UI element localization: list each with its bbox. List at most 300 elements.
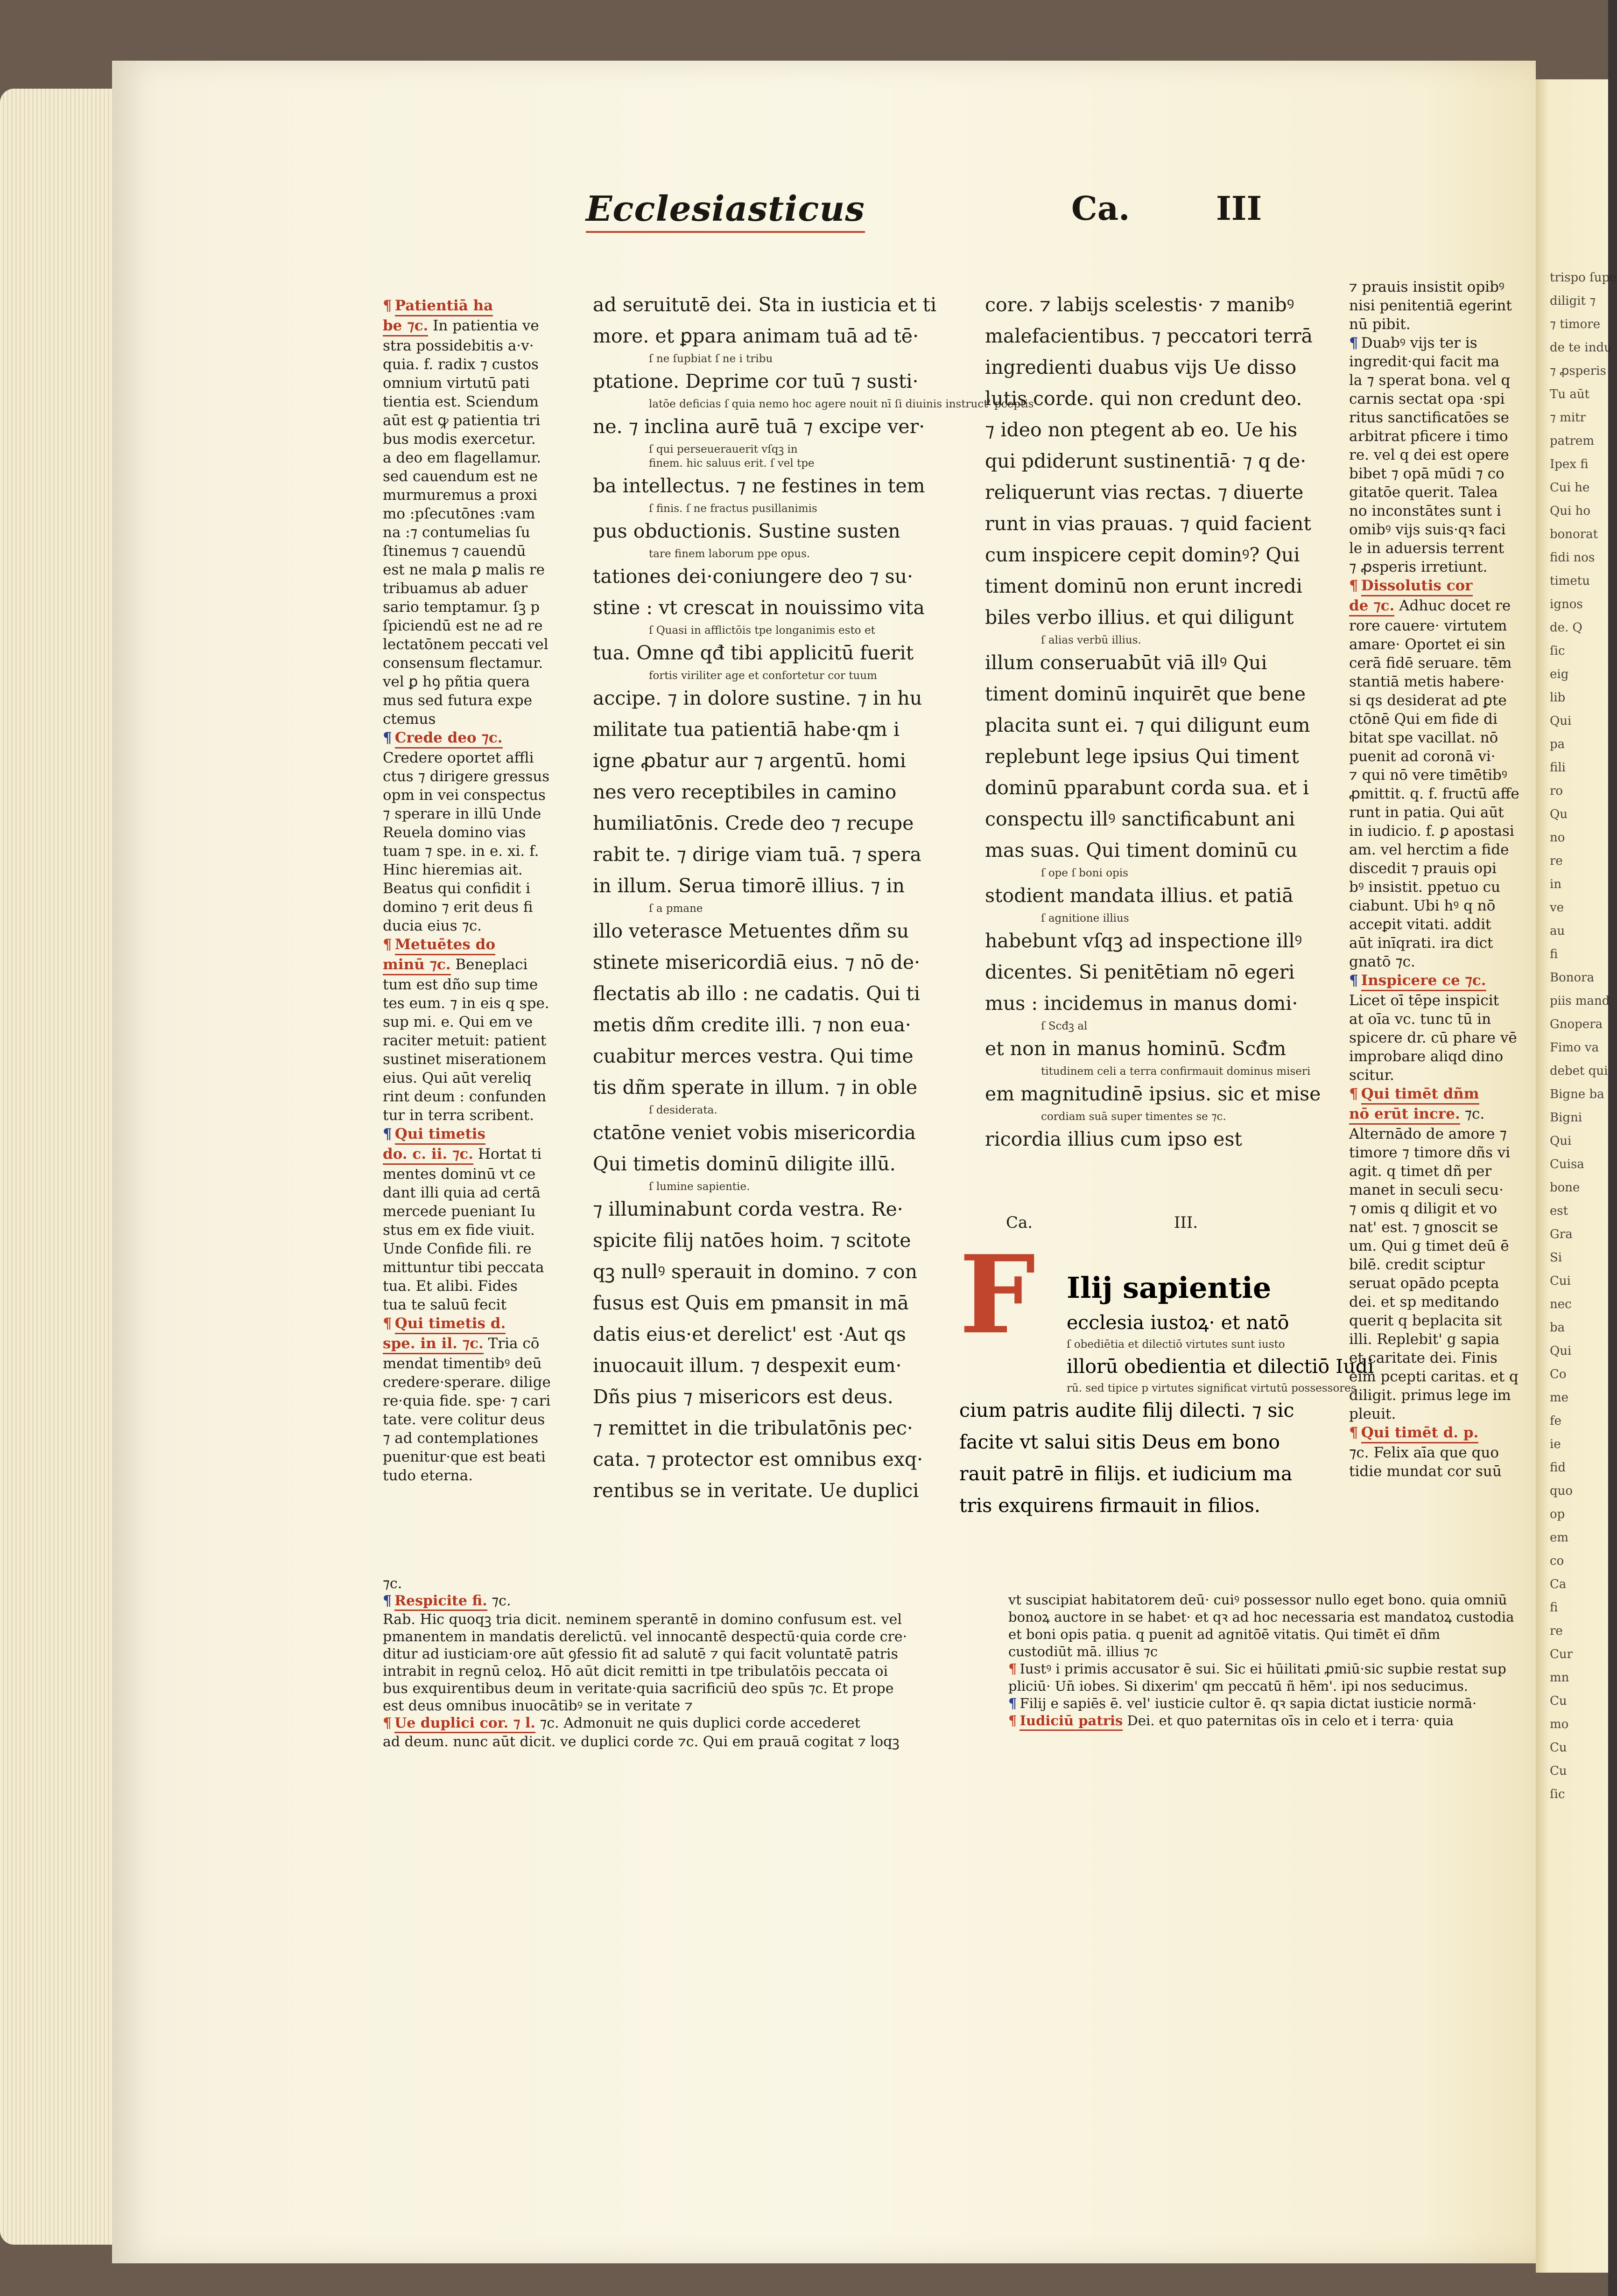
gloss-line bbox=[1349, 1443, 1531, 1462]
gloss-text: agit. q timet dñ per bbox=[1349, 1163, 1492, 1180]
interlinear-gloss: ſ Quasi in afflictōis tpe longanimis esto et bbox=[649, 624, 875, 637]
bottom-gloss-right bbox=[1008, 1591, 1536, 1731]
chapter-text-line: illorū obedientia et dilectiō Iudi bbox=[1067, 1355, 1374, 1378]
gloss-text: pliciū· Un̄ iobes. Si dixerim' qm peccatū ñ hēm'. ipi nos seducimus. bbox=[1008, 1678, 1469, 1694]
gloss-text: Reuela domino vias bbox=[383, 824, 526, 841]
gloss-text: ingredit·qui facit ma bbox=[1349, 353, 1499, 370]
gloss-line bbox=[1349, 1029, 1531, 1047]
gloss-text: rint deum : confunden bbox=[383, 1088, 547, 1105]
gloss-text: bibet ⁊ opā mūdi ⁊ co bbox=[1349, 465, 1505, 482]
gloss-text: am. vel herctim a fide bbox=[1349, 841, 1509, 858]
gloss-line bbox=[1349, 1143, 1531, 1162]
gloss-line bbox=[383, 935, 579, 955]
gloss-line bbox=[1008, 1591, 1536, 1609]
interlinear-gloss: ſ ne ſupbiat ſ ne i tribu bbox=[649, 353, 773, 365]
facing-page-line: em bbox=[1550, 1531, 1569, 1545]
gloss-line bbox=[383, 1697, 943, 1715]
gloss-text: In patientia ve bbox=[428, 317, 539, 334]
gloss-line bbox=[383, 1087, 579, 1106]
gloss-text: credere·sperare. dilige bbox=[383, 1374, 551, 1391]
text-line: biles verbo illius. et qui diligunt bbox=[985, 606, 1294, 629]
text-line: qꝫ nullꝰ sperauit in domino. ⁊ con bbox=[593, 1260, 918, 1283]
gloss-line bbox=[1349, 1311, 1531, 1330]
gloss-line bbox=[383, 1314, 579, 1334]
interlinear-gloss: latōe deficias ſ quia nemo hoc agere nouit nī ſi diuinis instruct' pceptis bbox=[649, 398, 1034, 410]
gloss-line bbox=[383, 710, 579, 728]
chapter-text-line: cium patris audite filij dilecti. ⁊ sic bbox=[959, 1399, 1294, 1421]
gloss-rubric: minū ⁊c. bbox=[383, 955, 451, 975]
gloss-text: ⁊c. Admonuit ne quis duplici corde accederet bbox=[535, 1715, 860, 1731]
gloss-line bbox=[383, 316, 579, 336]
text-line: tationes dei·coniungere deo ⁊ su· bbox=[593, 565, 914, 588]
gloss-text: Rab. Hic quoqꝫ tria dicit. neminem sperantē in domino confusum est. vel bbox=[383, 1611, 902, 1628]
gloss-text: dei. et sp meditando bbox=[1349, 1294, 1499, 1310]
gloss-line bbox=[383, 1165, 579, 1183]
gloss-line bbox=[1349, 728, 1531, 747]
facing-page-line: Bigne ba bbox=[1550, 1087, 1604, 1101]
gloss-text: tuam ⁊ spe. in e. xi. f. bbox=[383, 843, 539, 860]
gloss-line bbox=[383, 411, 579, 430]
gloss-text: tum est dño sup time bbox=[383, 976, 538, 993]
gloss-text: in iudicio. f. ꝑ apostasi bbox=[1349, 823, 1514, 840]
gloss-line bbox=[383, 898, 579, 917]
facing-page-line: ⁊ timore bbox=[1550, 317, 1601, 331]
gloss-line bbox=[1349, 1125, 1531, 1143]
chapter-text-line: facite vt salui sitis Deus em bono bbox=[959, 1431, 1280, 1453]
gloss-text: gitatōe querit. Talea bbox=[1349, 484, 1498, 501]
facing-page-line: timetu bbox=[1550, 574, 1590, 588]
gloss-line bbox=[1349, 616, 1531, 635]
gloss-rubric: de ⁊c. bbox=[1349, 596, 1394, 616]
text-line: ad seruitutē dei. Sta in iusticia et ti bbox=[593, 294, 937, 316]
gloss-text: custodiūt mā. illius ⁊c bbox=[1008, 1644, 1158, 1659]
text-line: et non in manus hominū. Scđm bbox=[985, 1037, 1287, 1060]
gloss-text: et boni opis patia. q puenit ad agnitōē vitatis. Qui timēt eī dñm bbox=[1008, 1626, 1441, 1642]
gloss-text: scitur. bbox=[1349, 1067, 1394, 1084]
facing-page-line: ⁊ ꝓsperis bbox=[1550, 364, 1606, 378]
facing-page-line: Si bbox=[1550, 1251, 1562, 1265]
gloss-rubric: Dissolutis cor bbox=[1361, 576, 1473, 596]
gloss-line bbox=[1349, 934, 1531, 952]
text-line: Qui timetis dominū diligite illū. bbox=[593, 1153, 896, 1175]
facing-page-line: fi bbox=[1550, 947, 1558, 961]
gloss-text: ⁊c. bbox=[487, 1593, 511, 1609]
gloss-text: gnatō ⁊c. bbox=[1349, 953, 1415, 970]
gloss-text: dant illi quia ad certā bbox=[383, 1184, 541, 1201]
gloss-text: no inconstātes sunt i bbox=[1349, 503, 1501, 519]
text-line: runt in vias prauas. ⁊ quid facient bbox=[985, 512, 1311, 535]
facing-page-line: de. Q bbox=[1550, 621, 1582, 635]
interlinear-gloss: ſ obediētia et dilectiō virtutes sunt iusto bbox=[1067, 1338, 1285, 1351]
facing-page-line: ignos bbox=[1550, 597, 1583, 611]
gloss-line bbox=[383, 654, 579, 672]
facing-page-line: Qui bbox=[1550, 1134, 1572, 1148]
gloss-line bbox=[383, 1429, 579, 1448]
gloss-text: ⁊ ad contemplationes bbox=[383, 1430, 539, 1447]
interlinear-gloss: finem. hic saluus erit. ſ vel tpe bbox=[649, 457, 815, 469]
facing-page-line: Cu bbox=[1550, 1694, 1567, 1708]
facing-page-line: no bbox=[1550, 831, 1565, 845]
gloss-line bbox=[383, 1013, 579, 1031]
gloss-text: tientia est. Sciendum bbox=[383, 393, 539, 410]
gloss-text: sup mi. e. Qui em ve bbox=[383, 1014, 533, 1030]
paragraph-mark-icon: ¶ bbox=[383, 936, 392, 953]
facing-page-line: Gnopera bbox=[1550, 1017, 1603, 1031]
gloss-text: Unde Confide fili. re bbox=[383, 1240, 532, 1257]
gloss-rubric: nō erūt incre. bbox=[1349, 1105, 1460, 1125]
paragraph-mark-icon: ¶ bbox=[1349, 972, 1358, 989]
interlinear-gloss: ſ desiderata. bbox=[649, 1104, 717, 1116]
gloss-line bbox=[383, 336, 579, 355]
paragraph-mark-icon: ¶ bbox=[1349, 1424, 1358, 1441]
gloss-text: ꝓmittit. q. f. fructū affe bbox=[1349, 785, 1519, 802]
text-line: rentibus se in veritate. Ue duplici bbox=[593, 1479, 919, 1502]
gloss-line bbox=[383, 635, 579, 654]
gloss-rubric: Qui timetis bbox=[395, 1125, 485, 1145]
gloss-line bbox=[1349, 315, 1531, 334]
left-gloss-column bbox=[383, 296, 579, 1485]
text-line: ⁊ ideo non ptegent ab eo. Ue his bbox=[985, 419, 1298, 441]
gloss-text: tua te saluū fecit bbox=[383, 1296, 507, 1313]
gloss-text: diligit. primus lege im bbox=[1349, 1387, 1511, 1404]
facing-page-line: est bbox=[1550, 1204, 1568, 1218]
gloss-line bbox=[383, 486, 579, 504]
gloss-text: sed cauendum est ne bbox=[383, 468, 538, 485]
gloss-line bbox=[1349, 1066, 1531, 1085]
gloss-text: eīm pcepti caritas. et q bbox=[1349, 1368, 1519, 1385]
gloss-rubric: Patientiā ha bbox=[395, 296, 493, 316]
book-title: Ecclesiasticus bbox=[586, 189, 865, 233]
gloss-line bbox=[1349, 576, 1531, 596]
gloss-line bbox=[1008, 1626, 1536, 1643]
gloss-text: mittuntur tibi peccata bbox=[383, 1259, 544, 1276]
gloss-line bbox=[1349, 1462, 1531, 1481]
gloss-line bbox=[1349, 1218, 1531, 1237]
facing-page-line: fidi nos bbox=[1550, 551, 1595, 565]
text-line: cata. ⁊ protector est omnibus exq· bbox=[593, 1448, 923, 1470]
gloss-line bbox=[1349, 371, 1531, 390]
gloss-text: bitat spe vacillat. nō bbox=[1349, 729, 1498, 746]
facing-page-line: ro bbox=[1550, 784, 1563, 798]
gloss-text: et caritate dei. Finis bbox=[1349, 1350, 1497, 1366]
gloss-line bbox=[383, 1221, 579, 1239]
gloss-line bbox=[383, 1202, 579, 1221]
text-line: mas suas. Qui timent dominū cu bbox=[985, 839, 1298, 861]
text-line: igne ꝓbatur aur ⁊ argentū. homi bbox=[593, 749, 906, 772]
gloss-line bbox=[1349, 1181, 1531, 1199]
facing-page-line: ie bbox=[1550, 1437, 1561, 1451]
gloss-line bbox=[383, 691, 579, 710]
gloss-line bbox=[1349, 539, 1531, 558]
gloss-line bbox=[1349, 991, 1531, 1010]
text-line: dicentes. Si penitētiam nō egeri bbox=[985, 961, 1295, 983]
text-line: ne. ⁊ inclina aurē tuā ⁊ excipe ver· bbox=[593, 415, 925, 438]
gloss-text: bonoꝝ auctore in se habet· et qꝛ ad hoc necessaria est mandatoꝝ custodia bbox=[1008, 1609, 1514, 1625]
facing-page-line: ⁊ mitr bbox=[1550, 411, 1586, 425]
text-line: ⁊ remittet in die tribulatōnis pec· bbox=[593, 1417, 913, 1439]
gloss-text: Beatus qui confidit i bbox=[383, 880, 531, 897]
facing-page-line: re bbox=[1550, 854, 1563, 868]
facing-page-line: Fimo va bbox=[1550, 1041, 1599, 1055]
facing-page bbox=[1536, 79, 1617, 2273]
gloss-text: ritus sanctificatōes se bbox=[1349, 409, 1510, 426]
paragraph-mark-icon: ¶ bbox=[383, 1315, 392, 1332]
facing-page-line: bonorat bbox=[1550, 527, 1598, 541]
gloss-text: ctus ⁊ dirigere gressus bbox=[383, 768, 550, 785]
text-line: ⁊ illuminabunt corda vestra. Re· bbox=[593, 1198, 903, 1220]
gloss-text: Dei. et quo paternitas oīs in celo et i terra· quia bbox=[1123, 1713, 1454, 1729]
gloss-text: arbitrat pficere i timo bbox=[1349, 428, 1508, 445]
text-line: spicite filij natōes hoim. ⁊ scitote bbox=[593, 1229, 911, 1252]
facing-page-line: Cui he bbox=[1550, 481, 1590, 495]
gloss-line bbox=[383, 1050, 579, 1069]
text-line: ingredienti duabus vijs Ue disso bbox=[985, 356, 1297, 378]
facing-page-line: fe bbox=[1550, 1414, 1562, 1428]
text-line: cuabitur merces vestra. Qui time bbox=[593, 1045, 914, 1067]
gloss-text: ⁊ qui nō vere timētibꝰ bbox=[1349, 767, 1507, 784]
gloss-line bbox=[1349, 352, 1531, 371]
gloss-text: bus modis exercetur. bbox=[383, 431, 536, 448]
interlinear-gloss: ſ finis. ſ ne fractus pusillanimis bbox=[649, 503, 817, 515]
gloss-line bbox=[383, 1125, 579, 1145]
facing-page-line: trispo ſupe bbox=[1550, 271, 1617, 285]
facing-page-line: Cui bbox=[1550, 1274, 1571, 1288]
gloss-line bbox=[383, 579, 579, 598]
facing-page-line: Cur bbox=[1550, 1647, 1573, 1661]
gloss-rubric: do. c. ii. ⁊c. bbox=[383, 1145, 473, 1165]
gloss-text: tes eum. ⁊ in eis q spe. bbox=[383, 995, 549, 1012]
facing-page-line: co bbox=[1550, 1554, 1564, 1568]
gloss-text: stra possidebitis a·v· bbox=[383, 337, 534, 354]
chapter-label: Ca. bbox=[1071, 189, 1130, 228]
text-line: more. et ꝑpara animam tuā ad tē· bbox=[593, 325, 919, 347]
page-edges bbox=[0, 89, 117, 2245]
text-line: timent dominū non erunt incredi bbox=[985, 575, 1302, 597]
paragraph-mark-icon: ¶ bbox=[1008, 1695, 1017, 1711]
paragraph-mark-icon: ¶ bbox=[1349, 335, 1358, 351]
gloss-line bbox=[1349, 558, 1531, 576]
gloss-text: manet in seculi secu· bbox=[1349, 1182, 1504, 1198]
gloss-line bbox=[383, 786, 579, 805]
facing-page-line: nec bbox=[1550, 1297, 1572, 1311]
paragraph-mark-icon: ¶ bbox=[383, 1126, 392, 1142]
gloss-text: le in aduersis terrent bbox=[1349, 540, 1505, 557]
paragraph-mark-icon: ¶ bbox=[383, 1593, 392, 1609]
gloss-text: Credere oportet affli bbox=[383, 749, 534, 766]
gloss-rubric: Inspicere ce ⁊c. bbox=[1361, 971, 1486, 991]
text-line: conspectu illꝰ sanctificabunt ani bbox=[985, 808, 1295, 830]
gloss-line bbox=[1349, 1105, 1531, 1125]
gloss-line bbox=[1349, 390, 1531, 408]
gloss-line bbox=[1349, 1274, 1531, 1293]
gloss-text: pmanentem in mandatis derelictū. vel innocantē despectū·quia corde cre· bbox=[383, 1629, 907, 1645]
gloss-text: timore ⁊ timore dñs vi bbox=[1349, 1144, 1511, 1161]
text-line: timent dominū inquirēt que bene bbox=[985, 683, 1306, 705]
text-line: Dñs pius ⁊ misericors est deus. bbox=[593, 1386, 893, 1408]
gloss-text: ⁊c. bbox=[383, 1575, 402, 1592]
gloss-text: quia. f. radix ⁊ custos bbox=[383, 356, 539, 373]
gloss-text: mercede pueniant Iu bbox=[383, 1203, 536, 1220]
gloss-text: seruat opādo pcepta bbox=[1349, 1275, 1499, 1292]
gloss-line bbox=[383, 504, 579, 523]
gloss-line bbox=[383, 1733, 943, 1750]
gloss-line bbox=[383, 1295, 579, 1314]
gloss-line bbox=[383, 767, 579, 786]
text-line: humiliatōnis. Crede deo ⁊ recupe bbox=[593, 812, 914, 834]
gloss-text: Iustꝰ i primis accusator ē sui. Sic ei hūilitati ꝓmiū·sic supbie restat sup bbox=[1019, 1661, 1506, 1677]
gloss-line bbox=[383, 1277, 579, 1295]
facing-page-line: fid bbox=[1550, 1461, 1566, 1475]
text-line: replebunt lege ipsius Qui timent bbox=[985, 745, 1299, 768]
gloss-text: sario temptamur. ſꝫ p bbox=[383, 599, 540, 616]
chapter-text-line: Ilij sapientie bbox=[1067, 1271, 1272, 1305]
gloss-line bbox=[1349, 710, 1531, 728]
gloss-line bbox=[383, 1611, 943, 1628]
gloss-line bbox=[383, 616, 579, 635]
gloss-line bbox=[1349, 464, 1531, 483]
interlinear-gloss: ſ qui perseuerauerit vſqꝫ in bbox=[649, 443, 798, 455]
text-line: habebunt vſqꝫ ad inspectione illꝰ bbox=[985, 930, 1302, 952]
text-line: ctatōne veniet vobis misericordia bbox=[593, 1121, 916, 1144]
gloss-line bbox=[383, 448, 579, 467]
interlinear-gloss: fortis viriliter age et confortetur cor tuum bbox=[649, 670, 877, 682]
gloss-line bbox=[383, 374, 579, 392]
gloss-line bbox=[383, 1466, 579, 1485]
gloss-line bbox=[1349, 1423, 1531, 1443]
gloss-text: Adhuc docet re bbox=[1394, 597, 1511, 614]
gloss-text: na :⁊ contumelias ſu bbox=[383, 524, 530, 541]
gloss-line bbox=[383, 560, 579, 579]
gloss-line bbox=[1008, 1643, 1536, 1660]
gloss-line bbox=[1349, 446, 1531, 464]
gloss-text: stantiā metis habere· bbox=[1349, 673, 1505, 690]
gloss-line bbox=[1349, 1386, 1531, 1405]
gloss-text: Licet oī tēpe inspicit bbox=[1349, 992, 1499, 1009]
gloss-text: pleuit. bbox=[1349, 1406, 1396, 1422]
interlinear-gloss: ſ Scđꝫ al bbox=[1041, 1020, 1088, 1032]
gloss-text: bꝰ insistit. ppetuo cu bbox=[1349, 879, 1500, 896]
gloss-text: acceꝑit vitati. addit bbox=[1349, 916, 1491, 933]
text-line: tis dñm sperate in illum. ⁊ in oble bbox=[593, 1076, 918, 1099]
gloss-line bbox=[383, 1031, 579, 1050]
facing-page-line: me bbox=[1550, 1391, 1569, 1405]
gloss-text: mo :pſecutōnes :vam bbox=[383, 505, 535, 522]
gloss-text: ciabunt. Ubi hꝰ q nō bbox=[1349, 897, 1496, 914]
gloss-line bbox=[383, 598, 579, 616]
chapter-text-line: ecclesia iustoꝝ· et natō bbox=[1067, 1311, 1289, 1334]
gloss-text: mus sed futura expe bbox=[383, 692, 533, 709]
interlinear-gloss: cordiam suā super timentes se ⁊c. bbox=[1041, 1111, 1226, 1123]
text-line: nes vero receptibiles in camino bbox=[593, 781, 897, 803]
text-line: tua. Omne qđ tibi applicitū fuerit bbox=[593, 642, 914, 664]
paragraph-mark-icon: ¶ bbox=[383, 729, 392, 746]
gloss-line bbox=[1349, 408, 1531, 427]
facing-page-line: Cuisa bbox=[1550, 1157, 1584, 1171]
gloss-text: querit q beplacita sit bbox=[1349, 1312, 1502, 1329]
gloss-text: improbare aliqd dino bbox=[1349, 1048, 1504, 1065]
text-line: reliquerunt vias rectas. ⁊ diuerte bbox=[985, 481, 1304, 504]
gloss-rubric: Qui timetis d. bbox=[395, 1314, 506, 1334]
facing-page-line: Ipex fi bbox=[1550, 457, 1589, 471]
gloss-text: nū pibit. bbox=[1349, 316, 1411, 333]
right-gloss-column bbox=[1349, 278, 1531, 1481]
gloss-line bbox=[1349, 654, 1531, 672]
interlinear-gloss: ſ ope ſ boni opis bbox=[1041, 867, 1128, 879]
gloss-text: ⁊c. bbox=[1460, 1106, 1485, 1122]
gloss-line bbox=[1349, 1047, 1531, 1066]
text-line: ricordia illius cum ipso est bbox=[985, 1128, 1242, 1150]
gloss-text: nisi penitentiā egerint bbox=[1349, 297, 1512, 314]
interlinear-gloss: ſ alias verbū illius. bbox=[1041, 634, 1141, 646]
interlinear-gloss: tare finem laborum ppe opus. bbox=[649, 548, 810, 560]
facing-page-line: eig bbox=[1550, 667, 1569, 681]
gloss-text: cerā fidē seruare. tēm bbox=[1349, 655, 1512, 672]
facing-page-line: Bonora bbox=[1550, 971, 1595, 985]
facing-page-line: Qu bbox=[1550, 807, 1568, 821]
chapter-number: III bbox=[1216, 189, 1262, 228]
text-line: inuocauit illum. ⁊ despexit eum· bbox=[593, 1354, 902, 1377]
gloss-line bbox=[383, 879, 579, 898]
gloss-rubric: Iudiciū patris bbox=[1019, 1712, 1123, 1731]
facing-page-line: ba bbox=[1550, 1321, 1565, 1335]
text-line: stinete misericordiā eius. ⁊ nō de· bbox=[593, 951, 921, 973]
gloss-line bbox=[1349, 859, 1531, 878]
gloss-text: carnis sectat opa ·spi bbox=[1349, 391, 1505, 407]
facing-page-line: Qui bbox=[1550, 1344, 1572, 1358]
gloss-rubric: spe. in il. ⁊c. bbox=[383, 1334, 484, 1354]
text-line: ptatione. Deprime cor tuū ⁊ susti· bbox=[593, 370, 919, 392]
gloss-line bbox=[383, 1145, 579, 1165]
gloss-text: rore cauere· virtutem bbox=[1349, 617, 1507, 634]
interlinear-gloss: ſ agnitione illius bbox=[1041, 912, 1129, 924]
gloss-text: omibꝰ vijs suis·qꝛ faci bbox=[1349, 521, 1506, 538]
gloss-text: tur in terra scribent. bbox=[383, 1107, 534, 1124]
gloss-text: re. vel q dei est opere bbox=[1349, 447, 1509, 463]
facing-page-line: Co bbox=[1550, 1367, 1567, 1381]
gloss-rubric: Qui timēt d. p. bbox=[1361, 1423, 1479, 1443]
gloss-line bbox=[1349, 803, 1531, 822]
gloss-line bbox=[1349, 520, 1531, 539]
gloss-line bbox=[383, 1258, 579, 1277]
gloss-rubric: be ⁊c. bbox=[383, 316, 428, 336]
gloss-text: intrabit in regnū celoꝝ. Hō aūt dicit remitti in tpe tribulatōis peccata oi bbox=[383, 1663, 888, 1680]
gloss-line bbox=[383, 523, 579, 542]
gloss-rubric: Crede deo ⁊c. bbox=[395, 728, 503, 749]
gloss-line bbox=[1349, 1367, 1531, 1386]
gloss-text: consensum flectamur. bbox=[383, 655, 543, 672]
gloss-line bbox=[1349, 915, 1531, 934]
facing-page-line: ve bbox=[1550, 901, 1564, 915]
text-line: ba intellectus. ⁊ ne festines in tem bbox=[593, 475, 925, 497]
gloss-text: tudo eterna. bbox=[383, 1467, 473, 1484]
gloss-text: bilē. credit sciptur bbox=[1349, 1256, 1485, 1273]
running-head bbox=[586, 189, 1300, 240]
gloss-line bbox=[1008, 1678, 1536, 1695]
gloss-text: nat' est. ⁊ gnoscit se bbox=[1349, 1219, 1498, 1236]
gloss-text: Beneplaci bbox=[450, 956, 528, 973]
gloss-text: Hortat ti bbox=[473, 1146, 542, 1162]
gloss-text: re·quia fide. spe· ⁊ cari bbox=[383, 1393, 551, 1409]
text-line: cum inspicere cepit dominꝰ? Qui bbox=[985, 544, 1300, 566]
paragraph-mark-icon: ¶ bbox=[1349, 1085, 1358, 1102]
gloss-line bbox=[383, 1663, 943, 1680]
gloss-text: ⁊ ꝓsperis irretiunt. bbox=[1349, 559, 1488, 575]
facing-page-line: op bbox=[1550, 1507, 1565, 1521]
bottom-gloss-left bbox=[383, 1575, 943, 1750]
facing-page-line: de te indu bbox=[1550, 341, 1612, 355]
facing-page-line: mn bbox=[1550, 1671, 1569, 1685]
gloss-text: um. Qui g timet deū ē bbox=[1349, 1238, 1509, 1254]
